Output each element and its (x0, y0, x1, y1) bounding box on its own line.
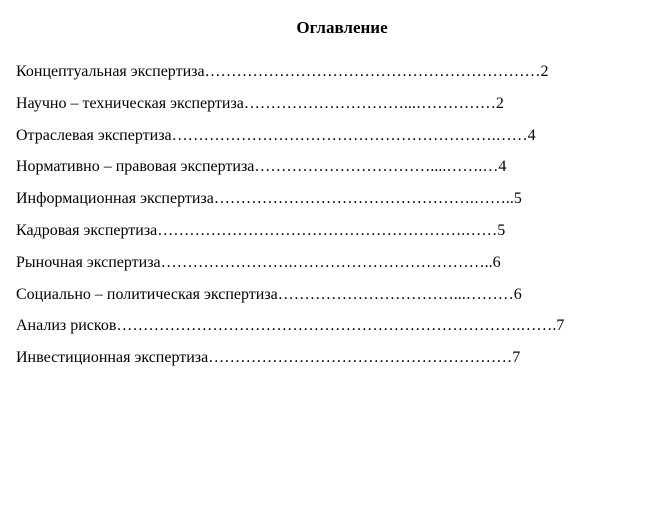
toc-entry-market (16, 252, 666, 284)
toc-entry-scientific-technical (16, 93, 666, 125)
toc-entry-text: Инвестиционная экспертиза…………………………………………………7 (16, 349, 521, 367)
toc-entry-text: Социально – политическая экспертиза……………………………...………6 (16, 285, 522, 303)
toc-title: Оглавление (296, 18, 388, 37)
toc-entry-conceptual (16, 61, 666, 93)
toc-entry-socio-political (16, 284, 666, 316)
toc-entry-informational (16, 188, 666, 220)
toc-entry-text: Нормативно – правовая экспертиза……………………………....…….…4 (16, 158, 507, 176)
toc-list (16, 61, 666, 379)
toc-entry-text: Научно – техническая экспертиза…………………………...……………2 (16, 94, 504, 112)
toc-entry-text: Анализ рисков………………………………………………………………….…….7 (16, 317, 565, 335)
toc-entry-investment (16, 347, 666, 379)
toc-entry-risk-analysis (16, 315, 666, 347)
toc-entry-text: Концептуальная экспертиза………………………………………………………2 (16, 63, 549, 80)
toc-entry-text: Информационная экспертиза………………………………………….……..5 (16, 190, 522, 208)
toc-entry-text: Отраслевая экспертиза…………………………………………………….……4 (16, 126, 536, 144)
toc-entry-text: Рыночная экспертиза…………………….………………………………..6 (16, 253, 501, 271)
toc-entry-legal (16, 156, 666, 188)
toc-entry-industry (16, 125, 666, 157)
toc-entry-text: Кадровая экспертиза………………………………………………….……5 (16, 221, 506, 239)
toc-entry-personnel (16, 220, 666, 252)
